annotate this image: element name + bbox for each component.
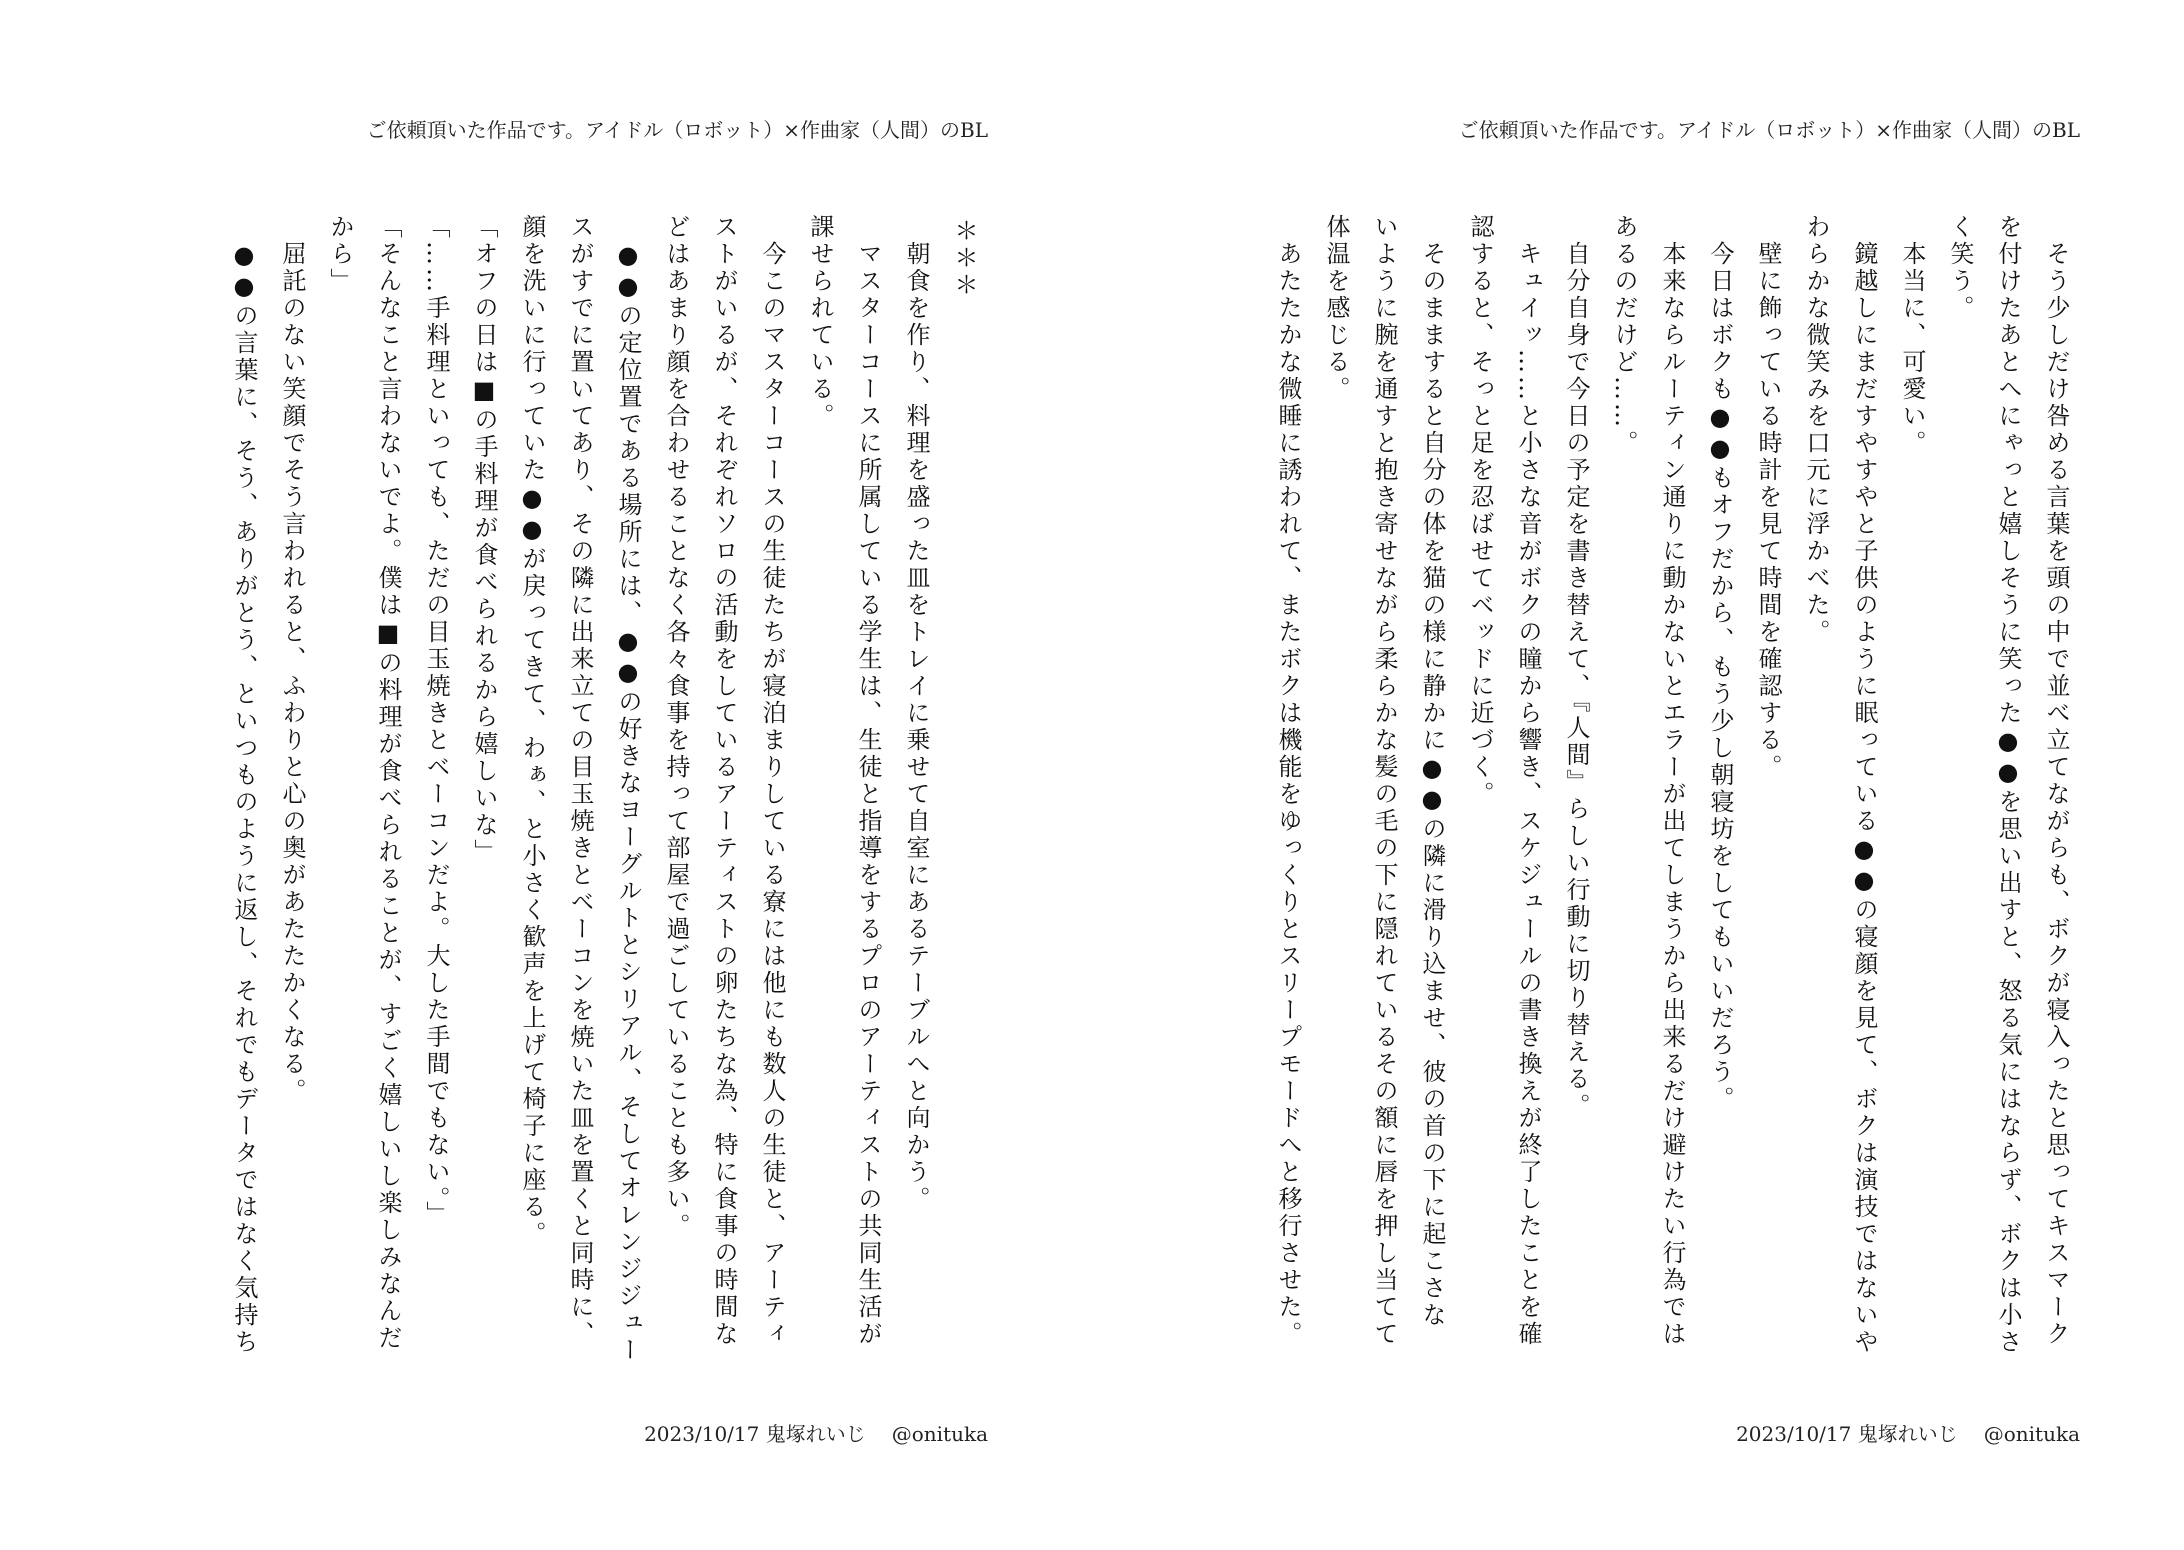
text-column: スがすでに置いてあり、その隣に出来立ての目玉焼きとベーコンを焼いた皿を置くと同時に、 bbox=[566, 214, 594, 1348]
text-column: 今日はボクも●●もオフだから、もう少し朝寝坊をしてもいいだろう。 bbox=[1706, 214, 1734, 1113]
text-column: 「……手料理といっても、ただの目玉焼きとベーコンだよ。大した手間でもない。」 bbox=[422, 214, 450, 1228]
text-column: ●●の定位置である場所には、●●の好きなヨーグルトとシリアル、そしてオレンジジュー bbox=[614, 214, 642, 1364]
text-column: 鏡越しにまだすやすやと子供のように眠っている●●の寝顔を見て、ボクは演技ではないや bbox=[1850, 214, 1878, 1356]
footer-date-author: 2023/10/17 鬼塚れいじ bbox=[644, 1422, 866, 1446]
text-column: 「オフの日は■の手料理が食べられるから嬉しいな」 bbox=[470, 214, 498, 866]
text-column: 今このマスターコースの生徒たちが寝泊まりしている寮には他にも数人の生徒と、アーティ bbox=[758, 214, 786, 1348]
text-column: あたたかな微睡に誘われて、またボクは機能をゆっくりとスリープモードへと移行させた。 bbox=[1274, 214, 1302, 1348]
page-footer bbox=[1736, 1418, 2080, 1447]
footer-date-author: 2023/10/17 鬼塚れいじ bbox=[1736, 1422, 1958, 1446]
text-column: そう少しだけ咎める言葉を頭の中で並べ立てながらも、ボクが寝入ったと思ってキスマーク bbox=[2042, 214, 2070, 1348]
text-column: から」 bbox=[326, 214, 354, 295]
text-column: いように腕を通すと抱き寄せながら柔らかな髪の毛の下に隠れているその額に唇を押し当てて bbox=[1370, 214, 1398, 1348]
text-column: く笑う。 bbox=[1946, 214, 1974, 322]
text-column: ストがいるが、それぞれソロの活動をしているアーティストの卵たちな為、特に食事の時間な bbox=[710, 214, 738, 1348]
text-column: を付けたあとへにゃっと嬉しそうに笑った●●を思い出すと、怒る気にはならず、ボクは小さ bbox=[1994, 214, 2022, 1356]
footer-handle: @onituka bbox=[1983, 1422, 2080, 1446]
page-footer bbox=[644, 1418, 988, 1447]
story-text bbox=[220, 214, 988, 1384]
page-right bbox=[1092, 0, 2184, 1550]
text-column: 自分自身で今日の予定を書き替えて、『人間』らしい行動に切り替える。 bbox=[1562, 214, 1590, 1120]
text-column: ●●の言葉に、そう、ありがとう、といつものように返し、それでもデータではなく気持ち bbox=[230, 214, 258, 1356]
section-break: ＊＊＊ bbox=[950, 218, 978, 299]
text-column: 屈託のない笑顔でそう言われると、ふわりと心の奥があたたかくなる。 bbox=[278, 214, 306, 1105]
text-column: 顔を洗いに行っていた●●が戻ってきて、わぁ、と小さく歓声を上げて椅子に座る。 bbox=[518, 214, 546, 1248]
text-column: わらかな微笑みを口元に浮かべた。 bbox=[1802, 214, 1830, 646]
text-column: 本当に、可愛い。 bbox=[1898, 214, 1926, 457]
text-column: 認すると、そっと足を忍ばせてベッドに近づく。 bbox=[1466, 214, 1494, 808]
text-column: 体温を感じる。 bbox=[1322, 214, 1350, 403]
text-column: どはあまり顔を合わせることなく各々食事を持って部屋で過ごしていることも多い。 bbox=[662, 214, 690, 1240]
footer-handle: @onituka bbox=[891, 1422, 988, 1446]
text-column: 本来ならルーティン通りに動かないとエラーが出てしまうから出来るだけ避けたい行為では bbox=[1658, 214, 1686, 1348]
text-column: マスターコースに所属している学生は、生徒と指導をするプロのアーティストの共同生活が bbox=[854, 214, 882, 1348]
text-column: 壁に飾っている時計を見て時間を確認する。 bbox=[1754, 214, 1782, 781]
text-column: あるのだけど……。 bbox=[1610, 214, 1638, 457]
page-header: ご依頼頂いた作品です。アイドル（ロボット）×作曲家（人間）のBL bbox=[366, 118, 988, 142]
page-header: ご依頼頂いた作品です。アイドル（ロボット）×作曲家（人間）のBL bbox=[1458, 118, 2080, 142]
story-text bbox=[1264, 214, 2080, 1384]
text-column: キュイッ……と小さな音がボクの瞳から響き、スケジュールの書き換えが終了したことを確 bbox=[1514, 214, 1542, 1348]
text-column: そのまますると自分の体を猫の様に静かに●●の隣に滑り込ませ、彼の首の下に起こさな bbox=[1418, 214, 1446, 1329]
text-column: 「そんなこと言わないでよ。僕は■の料理が食べられることが、すごく嬉しいし楽しみなんだ bbox=[374, 214, 402, 1352]
text-column: 課せられている。 bbox=[806, 214, 834, 430]
text-column: 朝食を作り、料理を盛った皿をトレイに乗せて自室にあるテーブルへと向かう。 bbox=[902, 214, 930, 1213]
